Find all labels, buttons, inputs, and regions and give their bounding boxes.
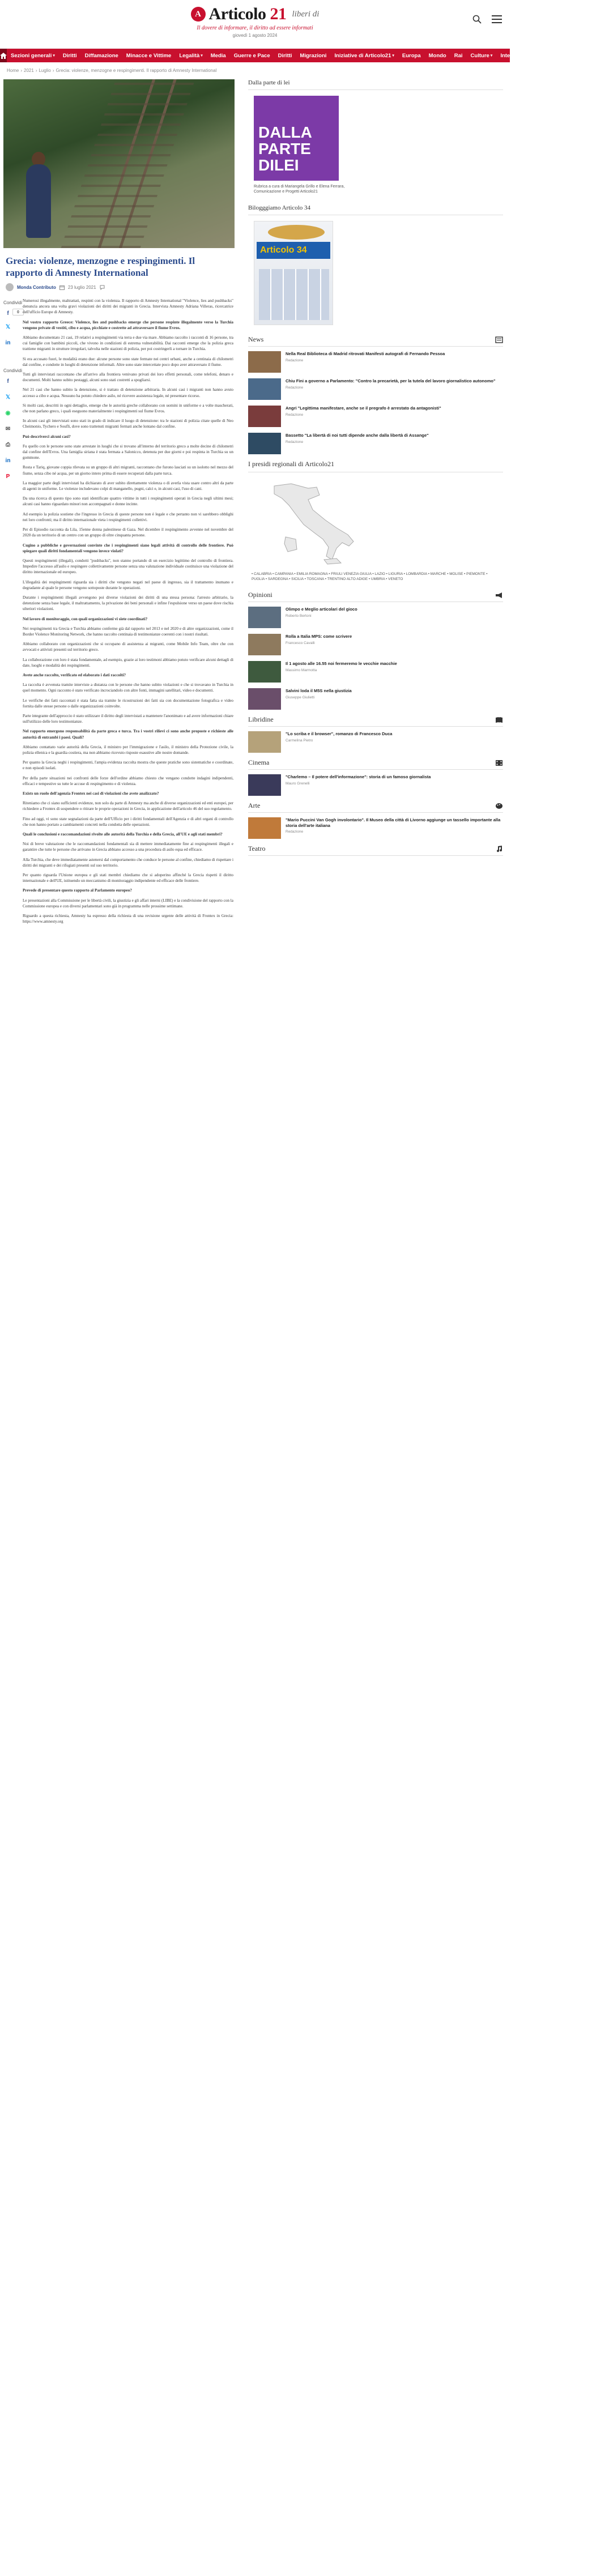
- article-paragraph: Per quanto riguarda l'Unione europea e gli stati membri chiediamo che si adoperino affinché la Grecia rispetti il diritto internazionale e dell'UE, istituendo un meccanismo di monitoraggio indipendente ed efficace delle frontiere.: [23, 873, 233, 884]
- email-share-icon[interactable]: ✉: [5, 425, 11, 432]
- opinioni-item-title[interactable]: Rolla a Italia MPS: come scrivere: [286, 634, 352, 639]
- main-nav: [0, 49, 606, 62]
- nav-item-label: Interviste: [500, 52, 525, 59]
- share-bar-top: [3, 300, 22, 354]
- article-question: Avete anche raccolto, verificato ed elaborato i dati raccolti?: [23, 672, 126, 677]
- breadcrumb-item[interactable]: Grecia: violenze, menzogne e respingimenti. Il rapporto di Amnesty International: [56, 68, 217, 73]
- news-item-author: Redazione: [286, 358, 304, 362]
- article-paragraph: Durante i respingimenti illegali avvengono poi diverse violazioni dei diritti di una stessa persona: l'arresto arbitrario, la detenzione senza base legale, il maltrattamento, la privazione dei beni personali e infine l'espulsione verso un paese dove rischia ulteriori violazioni.: [23, 595, 233, 612]
- breadcrumb: [0, 62, 510, 77]
- article-paragraph: Abbiamo contattato varie autorità della Grecia, il ministro per l'immigrazione e l'asilo, il ministro della Protezione civile, la polizia ellenica e la guardia costiera, ma non abbiamo ricevuto risposte esaustive alle nostre domande.: [23, 744, 233, 755]
- article-question: Nel vostro rapporto Greece: Violence, lies and pushbacks emerge che persone respinte illegalmente verso la Turchia vengono private di vestiti, cibo e acqua, picchiate e costrette ad attraversare il fiume Evros.: [23, 319, 233, 330]
- libri-section-header: [248, 715, 503, 727]
- article-paragraph: La raccolta è avvenuta tramite interviste a distanza con le persone che hanno subito violazioni e che si trovavano in Turchia in quel momento. Ogni racconto è stato verificato incrociandolo con altre fonti, immagini satellitari, video e documenti.: [23, 683, 233, 693]
- article-paragraph: La maggior parte degli intervistati ha dichiarato di aver subito direttamente violenza o di averla vista usare contro altri da parte di agenti in uniforme. Le violenze includevano colpi di manganello, pugni, calci e, in alcuni casi, l'uso di cani.: [23, 480, 233, 492]
- arte-text: [286, 817, 503, 839]
- libri-item[interactable]: [248, 731, 503, 753]
- linkedin-share-icon[interactable]: in: [5, 339, 11, 346]
- cinema-section-header: [248, 758, 503, 770]
- nav-item-label: Culture: [470, 52, 489, 59]
- news-section-header: [248, 335, 503, 347]
- opinioni-item[interactable]: [248, 607, 503, 628]
- nav-item[interactable]: [425, 53, 450, 59]
- chevron-down-icon: ▾: [392, 54, 394, 58]
- italy-map[interactable]: [252, 480, 376, 565]
- whatsapp-share-icon[interactable]: ◉: [5, 410, 11, 416]
- nav-item-label: Guerre e Pace: [233, 52, 270, 59]
- news-item-author: Redazione: [286, 385, 304, 390]
- article-paragraph: Rosta e Tariq, giovane coppia rilevata su un gruppo di altri migranti, raccontano che furono lasciati su un isolotto nel mezzo del fiume, senza cibo né acqua, per un giorno intero prima di essere recuperati dalla parte turca.: [23, 465, 233, 476]
- dalla-parte-header: Dalla parte di lei: [248, 79, 290, 86]
- nav-item[interactable]: [576, 53, 609, 59]
- opinioni-section-header: [248, 591, 503, 602]
- article-question: Prevede di presentare questo rapporto al Parlamento europeo?: [23, 888, 132, 893]
- nav-item[interactable]: [398, 53, 425, 59]
- news-item[interactable]: [248, 433, 503, 454]
- nav-item[interactable]: [450, 53, 467, 59]
- article-paragraph: La collaborazione con loro è stata fondamentale, ad esempio, grazie ai loro testimoni abbiamo potuto verificare alcuni dettagli di date, luoghi e modalità dei respingimenti.: [23, 657, 233, 668]
- nav-item-label: Europa: [402, 52, 421, 59]
- nav-item-label: Facebook: [580, 52, 606, 59]
- articolo34-banner[interactable]: [254, 221, 333, 325]
- article-column: [0, 79, 238, 928]
- article-paragraph: Tutti gli intervistati raccontano che all'arrivo alla frontiera venivano privati dei loro effetti personali, come telefoni, denaro e documenti. Molti hanno subito pestaggi, alcuni sono stati costretti a spogliarsi.: [23, 372, 233, 383]
- nav-item-label: Video: [532, 52, 547, 59]
- article-paragraph: Per della parte situazioni nei confronti delle forze dell'ordine abbiamo chiesto che vengano condotte indagini indipendenti, efficaci e tempestive su tutte le accuse di respingimento e di violenza.: [23, 775, 233, 786]
- banner-text-a: Articolo: [260, 245, 295, 255]
- opinioni-text: [286, 634, 352, 655]
- logo-subtitle: liberi di: [292, 9, 320, 19]
- article-paragraph: Nei respingimenti tra Grecia e Turchia abbiamo conferme già dal rapporto nel 2013 e nel 2020 e di altre organizzazioni, come il Border Violence Monitoring Network, che hanno raccolto centinaia di testimonianze coerenti con i nostri risultati.: [23, 626, 233, 637]
- opinioni-item-author: Francesco Cavalli: [286, 641, 315, 645]
- film-icon: [495, 760, 503, 766]
- news-list: [248, 351, 503, 454]
- current-date: giovedì 1 agosto 2024: [232, 33, 278, 38]
- nav-item[interactable]: [529, 53, 551, 59]
- article-paragraph: Nel 21 casi che hanno subito la detenzione, si è trattato di detenzione arbitraria. In alcuni casi i migranti non hanno avuto accesso a cibo e acqua. Nessuno ha potuto chiedere asilo, né ricevere assistenza legale, né presentare ricorso.: [23, 387, 233, 398]
- nav-item[interactable]: [274, 53, 296, 59]
- article-paragraph: Abbiamo documentato 21 casi, 19 relativi a respingimenti via terra e due via mare. Abbiamo raccolto i racconti di 16 persone, tra cui famiglie con bambini piccoli, che vivono in condizioni di estrema vulnerabilità. Dai racconti emerge che la polizia greca trattiene migranti in strutture irregolari, talvolta nelle stazioni di polizia, per poi costringerli a tornare in Turchia.: [23, 335, 233, 352]
- page: [0, 0, 606, 924]
- sidebar: [248, 79, 503, 860]
- home-icon[interactable]: [0, 49, 7, 62]
- opinioni-list: [248, 607, 503, 710]
- arte-item-title[interactable]: "Mario Puccini Van Gogh involontario". Il Museo della città di Livorno aggiunge un tassello importante alla storia dell'arte italiana: [286, 817, 501, 828]
- opinioni-text: [286, 661, 397, 683]
- calendar-icon: [59, 285, 65, 290]
- site-header: [0, 0, 510, 49]
- opinioni-thumbnail[interactable]: [248, 688, 281, 710]
- news-thumbnail[interactable]: [248, 433, 281, 454]
- opinioni-item-author: Massimo Marmotta: [286, 668, 317, 672]
- opinioni-item-author: Roberto Bertoni: [286, 613, 312, 618]
- news-item-title[interactable]: Bassetto "La libertà di noi tutti dipende anche dalla libertà di Assange": [286, 433, 429, 438]
- nav-item-label: Iniziative di Articolo21: [334, 52, 391, 59]
- logo-number: 21: [270, 5, 287, 23]
- logo-text: Articolo: [208, 5, 266, 23]
- nav-item[interactable]: [59, 53, 81, 59]
- arte-thumbnail[interactable]: [248, 817, 281, 839]
- opinioni-thumbnail[interactable]: [248, 661, 281, 683]
- share-bar-side: [3, 368, 22, 488]
- megaphone-icon: [495, 592, 503, 599]
- book-icon: [495, 716, 503, 723]
- libri-title: Libridine: [248, 715, 274, 723]
- news-text: [286, 406, 441, 427]
- share-label: Condividi: [3, 368, 22, 373]
- share-count: 0: [12, 309, 24, 315]
- nav-item[interactable]: [230, 53, 274, 59]
- article-question: Quali le conclusioni e raccomandazioni rivolte alle autorità della Turchia e della Grecia, all'UE e agli stati membri?: [23, 832, 223, 837]
- news-item-title[interactable]: Nella Real Biblioteca di Madrid ritrovati Manifesti autografi di Fernando Pessoa: [286, 351, 445, 356]
- nav-item[interactable]: [122, 53, 176, 59]
- nav-item-label: Migrazioni: [300, 52, 327, 59]
- site-logo[interactable]: [0, 5, 510, 38]
- blog-header: Bilogggiamo Articolo 34: [248, 204, 310, 211]
- teatro-section-header: [248, 845, 503, 856]
- news-text: [286, 378, 496, 400]
- nav-item[interactable]: [496, 53, 528, 59]
- regions-list[interactable]: • CALABRIA • CAMPANIA • EMILIA ROMAGNA • FRIULI VENEZIA GIULIA • LAZIO • LIGURIA • LOMBARDIA • MARCHE • MOLISE • PIEMONTE • PUGLIA • SARDEGNA • SICILIA • TOSCANA • TRENTINO ALTO ADIGE • UMBRIA • VENETO: [252, 572, 488, 581]
- nav-item-label: Diffamazione: [84, 52, 118, 59]
- news-title: News: [248, 335, 264, 343]
- opinioni-item-title[interactable]: Il 1 agosto alle 16.55 noi fermeremo le vecchie macchie: [286, 661, 397, 666]
- teatro-title: Teatro: [248, 845, 266, 852]
- article-paragraph: Le presentazioni alla Commissione per le libertà civili, la giustizia e gli affari interni (LIBE) e la condivisione del rapporto con la Commissione europea e con diversi parlamentari sono già in programma nelle prossime settimane.: [23, 898, 233, 909]
- newspaper-icon: [495, 336, 503, 343]
- chevron-down-icon: ▾: [201, 54, 203, 58]
- arte-item[interactable]: [248, 817, 503, 839]
- site-tagline: Il dovere di informare, il diritto ad essere informati: [197, 25, 313, 31]
- arte-item-author: Redazione: [286, 830, 304, 834]
- article-paragraph: Riteniamo che ci siano sufficienti evidenze, non solo da parte di Amnesty ma anche di diverse organizzazioni ed enti europei, per richiedere a Frontex di sospendere o ritirare le proprie operazioni in Grecia, in applicazione dell'articolo 46 del suo regolamento.: [23, 801, 233, 812]
- article-paragraph: Per di Episodio racconta da Lila, 15enne donna palestinese di Gaza. Nel dicembre il respingimento avvenne nel novembre del 2020 da un territorio di un centro con un gruppo di oltre cinquanta persone.: [23, 527, 233, 538]
- arte-section-header: [248, 801, 503, 813]
- libri-item-author: Carmelina Pietro: [286, 738, 313, 743]
- nav-item-label: Minacce e Vittime: [126, 52, 172, 59]
- news-thumbnail[interactable]: [248, 351, 281, 373]
- opinioni-thumbnail[interactable]: [248, 607, 281, 628]
- article-question: Nel lavoro di monitoraggio, con quali organizzazioni vi siete coordinati?: [23, 616, 148, 621]
- article-date: 23 luglio 2021: [67, 284, 96, 290]
- nav-item-label: Mondo: [428, 52, 446, 59]
- article-paragraph: Per quanto la Grecia neghi i respingimenti, l'ampia evidenza raccolta mostra che queste pratiche sono sistematiche e coordinate, e non episodi isolati.: [23, 760, 233, 771]
- opinioni-title: Opinioni: [248, 591, 272, 599]
- cinema-item[interactable]: [248, 774, 503, 796]
- chevron-down-icon: ▾: [53, 54, 55, 58]
- logo-icon: A: [191, 7, 206, 22]
- article-question: Exists un ruolo dell'agenzia Frontex nei casi di violazioni che avete analizzato?: [23, 791, 159, 796]
- cinema-list: [248, 774, 503, 796]
- opinioni-item[interactable]: [248, 634, 503, 655]
- article-body: [23, 298, 233, 924]
- print-icon[interactable]: ⎙: [6, 441, 10, 448]
- article-title: Grecia: violenze, menzogne e respingimenti. Il rapporto di Amnesty International: [6, 255, 195, 278]
- article-paragraph: Abbiamo collaborato con organizzazioni che si occupano di assistenza ai migranti, come Mobile Info Team, oltre che con avvocati e attivisti presenti sul territorio greco.: [23, 642, 233, 652]
- news-item-title[interactable]: Angri "Legittima manifestare, anche se il pregrafo è arrestato da antagonisti": [286, 406, 441, 411]
- nav-item-label: Sezioni generali: [11, 52, 52, 59]
- nav-item[interactable]: [207, 53, 230, 59]
- article-question: Nel rapporto emergono responsabilità da parte greca e turca. Tra i vostri rilievi ci sono anche proposte e richieste alle autorità di entrambi i paesi. Quali?: [23, 729, 233, 740]
- opinioni-thumbnail[interactable]: [248, 634, 281, 655]
- breadcrumb-separator: ›: [35, 68, 37, 73]
- article-paragraph: Fino ad oggi, vi sono state segnalazioni da parte dell'Ufficio per i diritti fondamentali dell'Agenzia e di altri organi di controllo che non hanno portato a cambiamenti concreti nella condotta delle operazioni.: [23, 816, 233, 827]
- article-paragraph: Questi respingimenti (illegali), condotti "pushbacks", non stanno portando di un esercizio legittimo del controllo di frontiera. Impedire l'accesso all'asilo e respingere collettivamente persone senza una valutazione individuale costituisce una violazione del diritto internazionale ed europeo.: [23, 558, 233, 575]
- music-note-icon: [495, 846, 503, 852]
- nav-item-label: Media: [210, 52, 226, 59]
- comment-icon[interactable]: [100, 285, 105, 290]
- cinema-text: [286, 774, 431, 796]
- news-item-author: Redazione: [286, 412, 304, 417]
- pinterest-share-icon[interactable]: P: [6, 473, 10, 480]
- breadcrumb-separator: ›: [20, 68, 23, 73]
- opinioni-item[interactable]: [248, 688, 503, 710]
- article-question: Può descriverci alcuni casi?: [23, 434, 71, 439]
- opinioni-item-title[interactable]: Olimpo e Meglio articolari del gioco: [286, 607, 357, 612]
- breadcrumb-separator: ›: [52, 68, 54, 73]
- nav-item[interactable]: [551, 53, 576, 59]
- nav-item[interactable]: [296, 53, 330, 59]
- news-item[interactable]: [248, 378, 503, 400]
- opinioni-item[interactable]: [248, 661, 503, 683]
- news-text: [286, 433, 429, 454]
- article-question: Cugino a pubbliche e governazioni convinte che i respingimenti siano legali attività di controllo delle frontiere. Può spiegare quali diritti fondamentali vengono invece violati?: [23, 543, 233, 553]
- arte-list: [248, 817, 503, 839]
- facebook-share-icon[interactable]: f: [7, 310, 9, 317]
- article-paragraph: Parte integrante dell'approccio è stato utilizzare il diritto degli intervistati a mantenere l'anonimato e ad avere informazioni chiare sull'utilizzo delle loro testimonianze.: [23, 713, 233, 724]
- nav-item-label: Legalità: [179, 52, 200, 59]
- article-author[interactable]: Monda Contributo: [17, 284, 56, 290]
- share-label: Condividi: [3, 300, 22, 305]
- nav-item[interactable]: [7, 53, 59, 59]
- author-avatar: [6, 283, 14, 291]
- banner-text-b: 34: [296, 245, 307, 255]
- article-paragraph: Riguardo a questa richiesta, Amnesty ha espresso della richiesta di una revisione urgente delle attività di Frontex in Grecia: https://www.amnesty.org: [23, 914, 233, 924]
- news-text: [286, 351, 445, 373]
- breadcrumb-item[interactable]: 2021: [24, 68, 34, 73]
- article-meta: [6, 283, 232, 291]
- breadcrumb-item[interactable]: Luglio: [39, 68, 51, 73]
- cinema-title: Cinema: [248, 758, 270, 766]
- article-paragraph: Noi di breve valutazione che le raccomandazioni fondamentali sia di mettere immediatamente fine ai respingimenti illegali e garantire che tutte le persone che arrivano in Grecia abbiano accesso a una procedura di asilo equa ed efficace.: [23, 842, 233, 852]
- article-paragraph: Si molti casi, descritti in ogni dettaglio, emerge che le autorità greche collaborano con uomini in uniforme e a volte mascherati, che non parlano greco, i quali eseguono materialmente i respingimenti sul fiume Evros.: [23, 403, 233, 414]
- dalla-parte-banner[interactable]: DALLA PARTE DILEI: [254, 96, 339, 181]
- nav-item[interactable]: [467, 53, 497, 59]
- article-paragraph: Ad esempio la polizia sostiene che l'ingresso in Grecia di queste persone non è legale e che pertanto non vi sarebbero obblighi nei loro confronti; ma il diritto internazionale vieta i respingimenti collettivi.: [23, 511, 233, 522]
- nav-item-label: Rai: [454, 52, 463, 59]
- libri-list: [248, 731, 503, 753]
- nav-item-label: Diritti: [62, 52, 77, 59]
- news-thumbnail[interactable]: [248, 378, 281, 400]
- libri-thumbnail[interactable]: [248, 731, 281, 753]
- article-paragraph: Le verifiche dei fatti raccontati è stata fatta sia tramite le ricostruzioni dei fatti sia con documentazione fotografica e video fornita dalle stesse persone o dalle organizzazioni coinvolte.: [23, 698, 233, 709]
- nav-item-label: Diritti: [278, 52, 292, 59]
- facebook-share-icon[interactable]: f: [7, 378, 9, 385]
- news-item[interactable]: [248, 351, 503, 373]
- cinema-thumbnail[interactable]: [248, 774, 281, 796]
- opinioni-text: [286, 607, 357, 628]
- news-item[interactable]: [248, 406, 503, 427]
- arte-title: Arte: [248, 801, 261, 809]
- linkedin-share-icon[interactable]: in: [5, 457, 11, 464]
- nav-item[interactable]: [81, 53, 122, 59]
- nav-item-label: Twitter: [555, 52, 572, 59]
- news-thumbnail[interactable]: [248, 406, 281, 427]
- article-hero-image: [3, 79, 235, 248]
- breadcrumb-item[interactable]: Home: [7, 68, 19, 73]
- hamburger-menu-icon[interactable]: [492, 15, 502, 23]
- libri-text: [286, 731, 392, 753]
- nav-item[interactable]: [175, 53, 206, 59]
- dalla-parte-caption: Rubrica a cura di Mariangela Grillo e Elena Ferrara, Comunicazione e Progetti Articolo21: [254, 185, 345, 194]
- nav-item[interactable]: [330, 53, 398, 59]
- libri-item-title[interactable]: "Lo scriba e il browser", romanzo di Francesco Duca: [286, 731, 393, 736]
- palette-icon: [495, 803, 503, 809]
- twitter-share-icon[interactable]: 𝕏: [5, 394, 11, 400]
- article-paragraph: Da una ricerca di questo tipo sono stati identificate quattro vittime in tutti i respingimenti operati in Grecia negli ultimi mesi; alcuni casi hanno riguardato minori non accompagnati e donne incinte.: [23, 496, 233, 507]
- article-paragraph: L'illegalità dei respingimenti riguarda sia i diritti che vengono negati nel paese di ingresso, sia il trattamento inumano e degradante al quale le persone vengono sottoposte durante le operazioni.: [23, 579, 233, 590]
- article-paragraph: In alcuni casi gli intervistati sono stati in grado di indicare il luogo di detenzione: tra le stazioni di polizia citate quelle di Neo Cheimonio, Tychero e Soufli, dove sono trattenuti migranti fermati anche lontano dal confine.: [23, 419, 233, 429]
- article-paragraph: Alla Turchia, che deve immediatamente astenersi dal comportamento che conduce le persone al confine, chiediamo di rispettare i diritti dei migranti e dei rifugiati presenti sul suo territorio.: [23, 857, 233, 868]
- article-paragraph: Si era accusato fuori, le modalità erano due: alcune persone sono state fermate nei centri urbani, anche a centinaia di chilometri dal confine, e condotte in luoghi di detenzione informali. Altre sono state intercettate poco dopo aver attraversato il fiume.: [23, 356, 233, 367]
- chevron-down-icon: ▾: [490, 54, 493, 58]
- opinioni-item-author: Giuseppe Giulietti: [286, 695, 315, 700]
- presidi-header: I presidi regionali di Articolo21: [248, 460, 334, 468]
- opinioni-text: [286, 688, 352, 710]
- news-item-author: Redazione: [286, 440, 304, 444]
- cinema-item-title[interactable]: "Charlemo – Il potere dell'informazione": storia di un famoso giornalista: [286, 774, 431, 779]
- search-icon[interactable]: [472, 15, 482, 24]
- opinioni-item-title[interactable]: Salvini loda il M5S nella giustizia: [286, 688, 352, 693]
- news-item-title[interactable]: Chiu Fini a governo a Parlamento: "Contro la precarietà, per la tutela del lavoro giornalistico autonomo": [286, 378, 496, 383]
- article-paragraph: Fu quello con le persone sono state arrestate in luoghi che si trovano all'interno del territorio greco a molte decine di chilometri dal confine dell'Evros. Una famiglia siriana è stata fermata a Salonicco, detenuta per due giorni e poi respinta in Turchia su un gommone.: [23, 443, 233, 460]
- cinema-item-author: Mauro Grenelli: [286, 781, 310, 786]
- twitter-share-icon[interactable]: 𝕏: [5, 323, 11, 330]
- article-paragraph: Numerosi illegalmente, maltrattati, respinti con la violenza. Il rapporto di Amnesty International "Violence, lies and pushbacks" denuncia ancora una volta gravi violazioni dei diritti dei migranti in Grecia. Intervista Amnesty Adriana Villeras, ricercatrice dell'ufficio Europe di Amnesty.: [23, 298, 233, 315]
